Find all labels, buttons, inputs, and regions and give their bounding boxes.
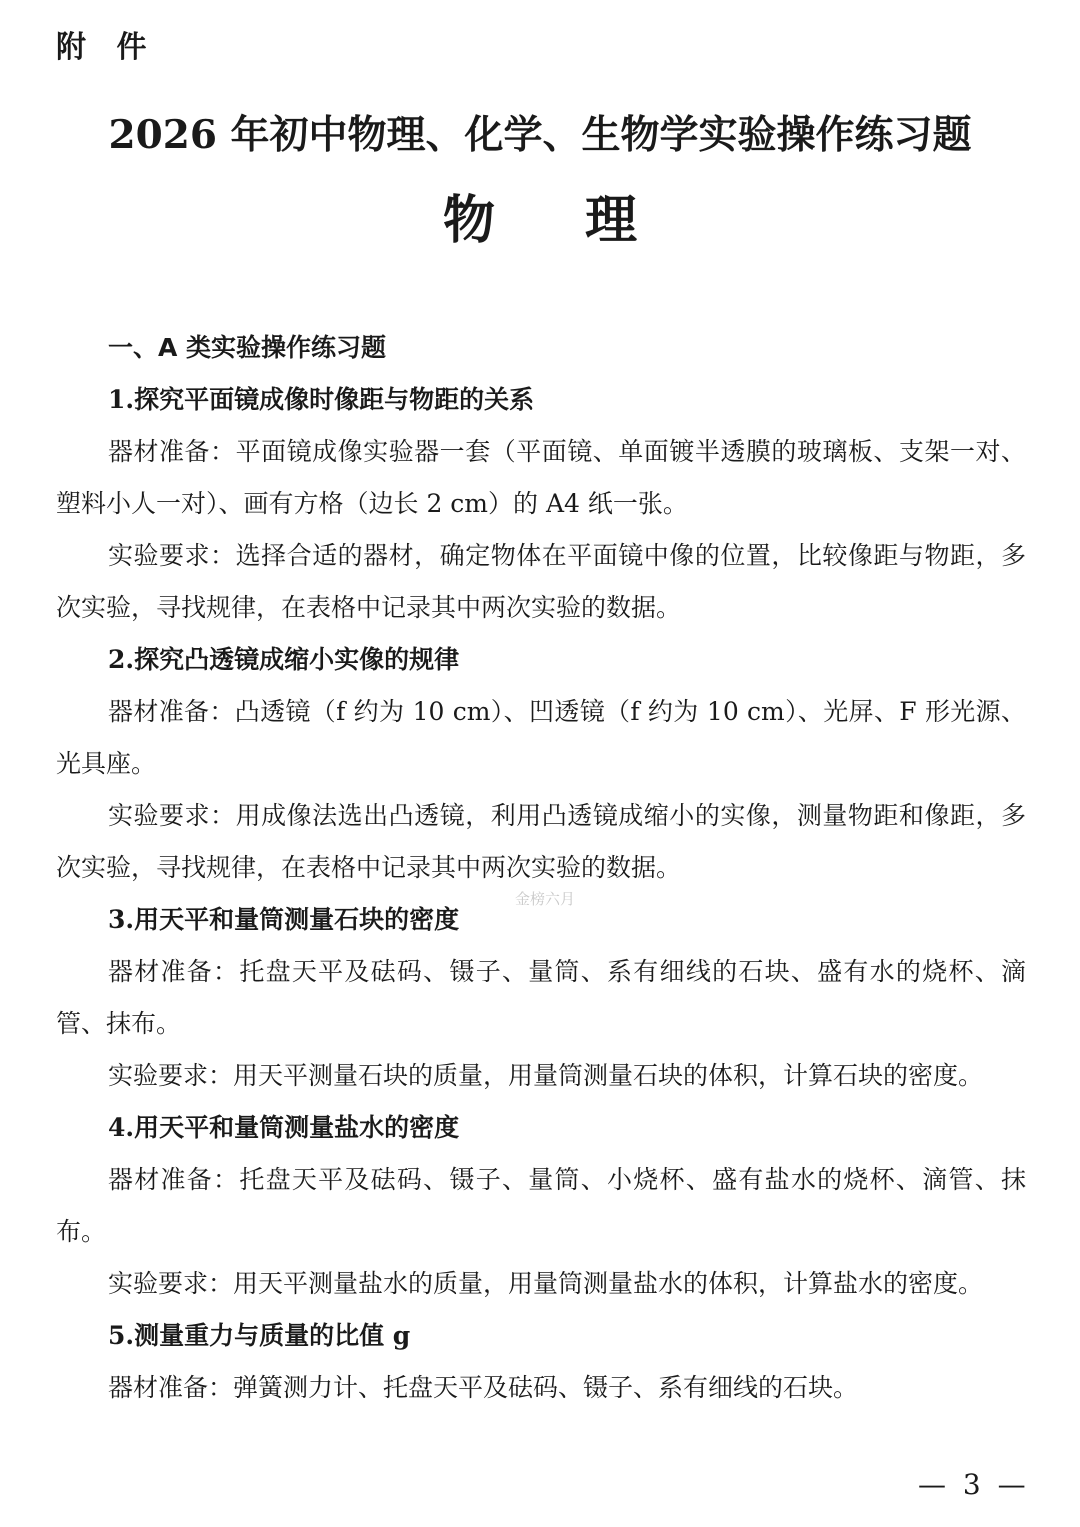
experiment-3-materials: 器材准备：托盘天平及砝码、镊子、量筒、系有细线的石块、盛有水的烧杯、滴管、抹布。 <box>56 957 1026 1038</box>
experiment-4-materials: 器材准备：托盘天平及砝码、镊子、量筒、小烧杯、盛有盐水的烧杯、滴管、抹布。 <box>56 1165 1026 1246</box>
attachment-label: 附 件 <box>56 30 157 65</box>
experiment-2-materials: 器材准备：凸透镜（f 约为 10 cm）、凹透镜（f 约为 10 cm）、光屏、F 形光源、光具座。 <box>56 697 1026 778</box>
document-title: 2026 年初中物理、化学、生物学实验操作练习题 <box>108 112 972 158</box>
page-number: — 3 — <box>918 1468 1030 1501</box>
experiment-1-title: 1.探究平面镜成像时像距与物距的关系 <box>108 385 535 414</box>
section-title: 一、A 类实验操作练习题 <box>108 333 387 362</box>
experiment-3-requirements: 实验要求：用天平测量石块的质量，用量筒测量石块的体积，计算石块的密度。 <box>108 1061 984 1090</box>
experiment-4-title: 4.用天平和量筒测量盐水的密度 <box>108 1113 460 1142</box>
experiment-4-requirements: 实验要求：用天平测量盐水的质量，用量筒测量盐水的体积，计算盐水的密度。 <box>108 1269 984 1298</box>
experiment-2-requirements: 实验要求：用成像法选出凸透镜，利用凸透镜成缩小的实像，测量物距和像距，多次实验，寻找规律，在表格中记录其中两次实验的数据。 <box>56 801 1026 882</box>
experiment-2-title: 2.探究凸透镜成缩小实像的规律 <box>108 645 460 674</box>
experiment-1-requirements: 实验要求：选择合适的器材，确定物体在平面镜中像的位置，比较像距与物距，多次实验，寻找规律，在表格中记录其中两次实验的数据。 <box>56 541 1026 622</box>
subject-title: 物理 <box>442 190 727 251</box>
experiment-5-materials: 器材准备：弹簧测力计、托盘天平及砝码、镊子、系有细线的石块。 <box>108 1373 859 1402</box>
document-body <box>56 322 1026 1414</box>
watermark: 金榜六月 <box>515 890 576 908</box>
experiment-3-title: 3.用天平和量筒测量石块的密度 <box>108 905 460 934</box>
experiment-1-materials: 器材准备：平面镜成像实验器一套（平面镜、单面镀半透膜的玻璃板、支架一对、塑料小人一对）、画有方格（边长 2 cm）的 A4 纸一张。 <box>56 437 1026 518</box>
experiment-5-title: 5.测量重力与质量的比值 g <box>108 1321 411 1350</box>
